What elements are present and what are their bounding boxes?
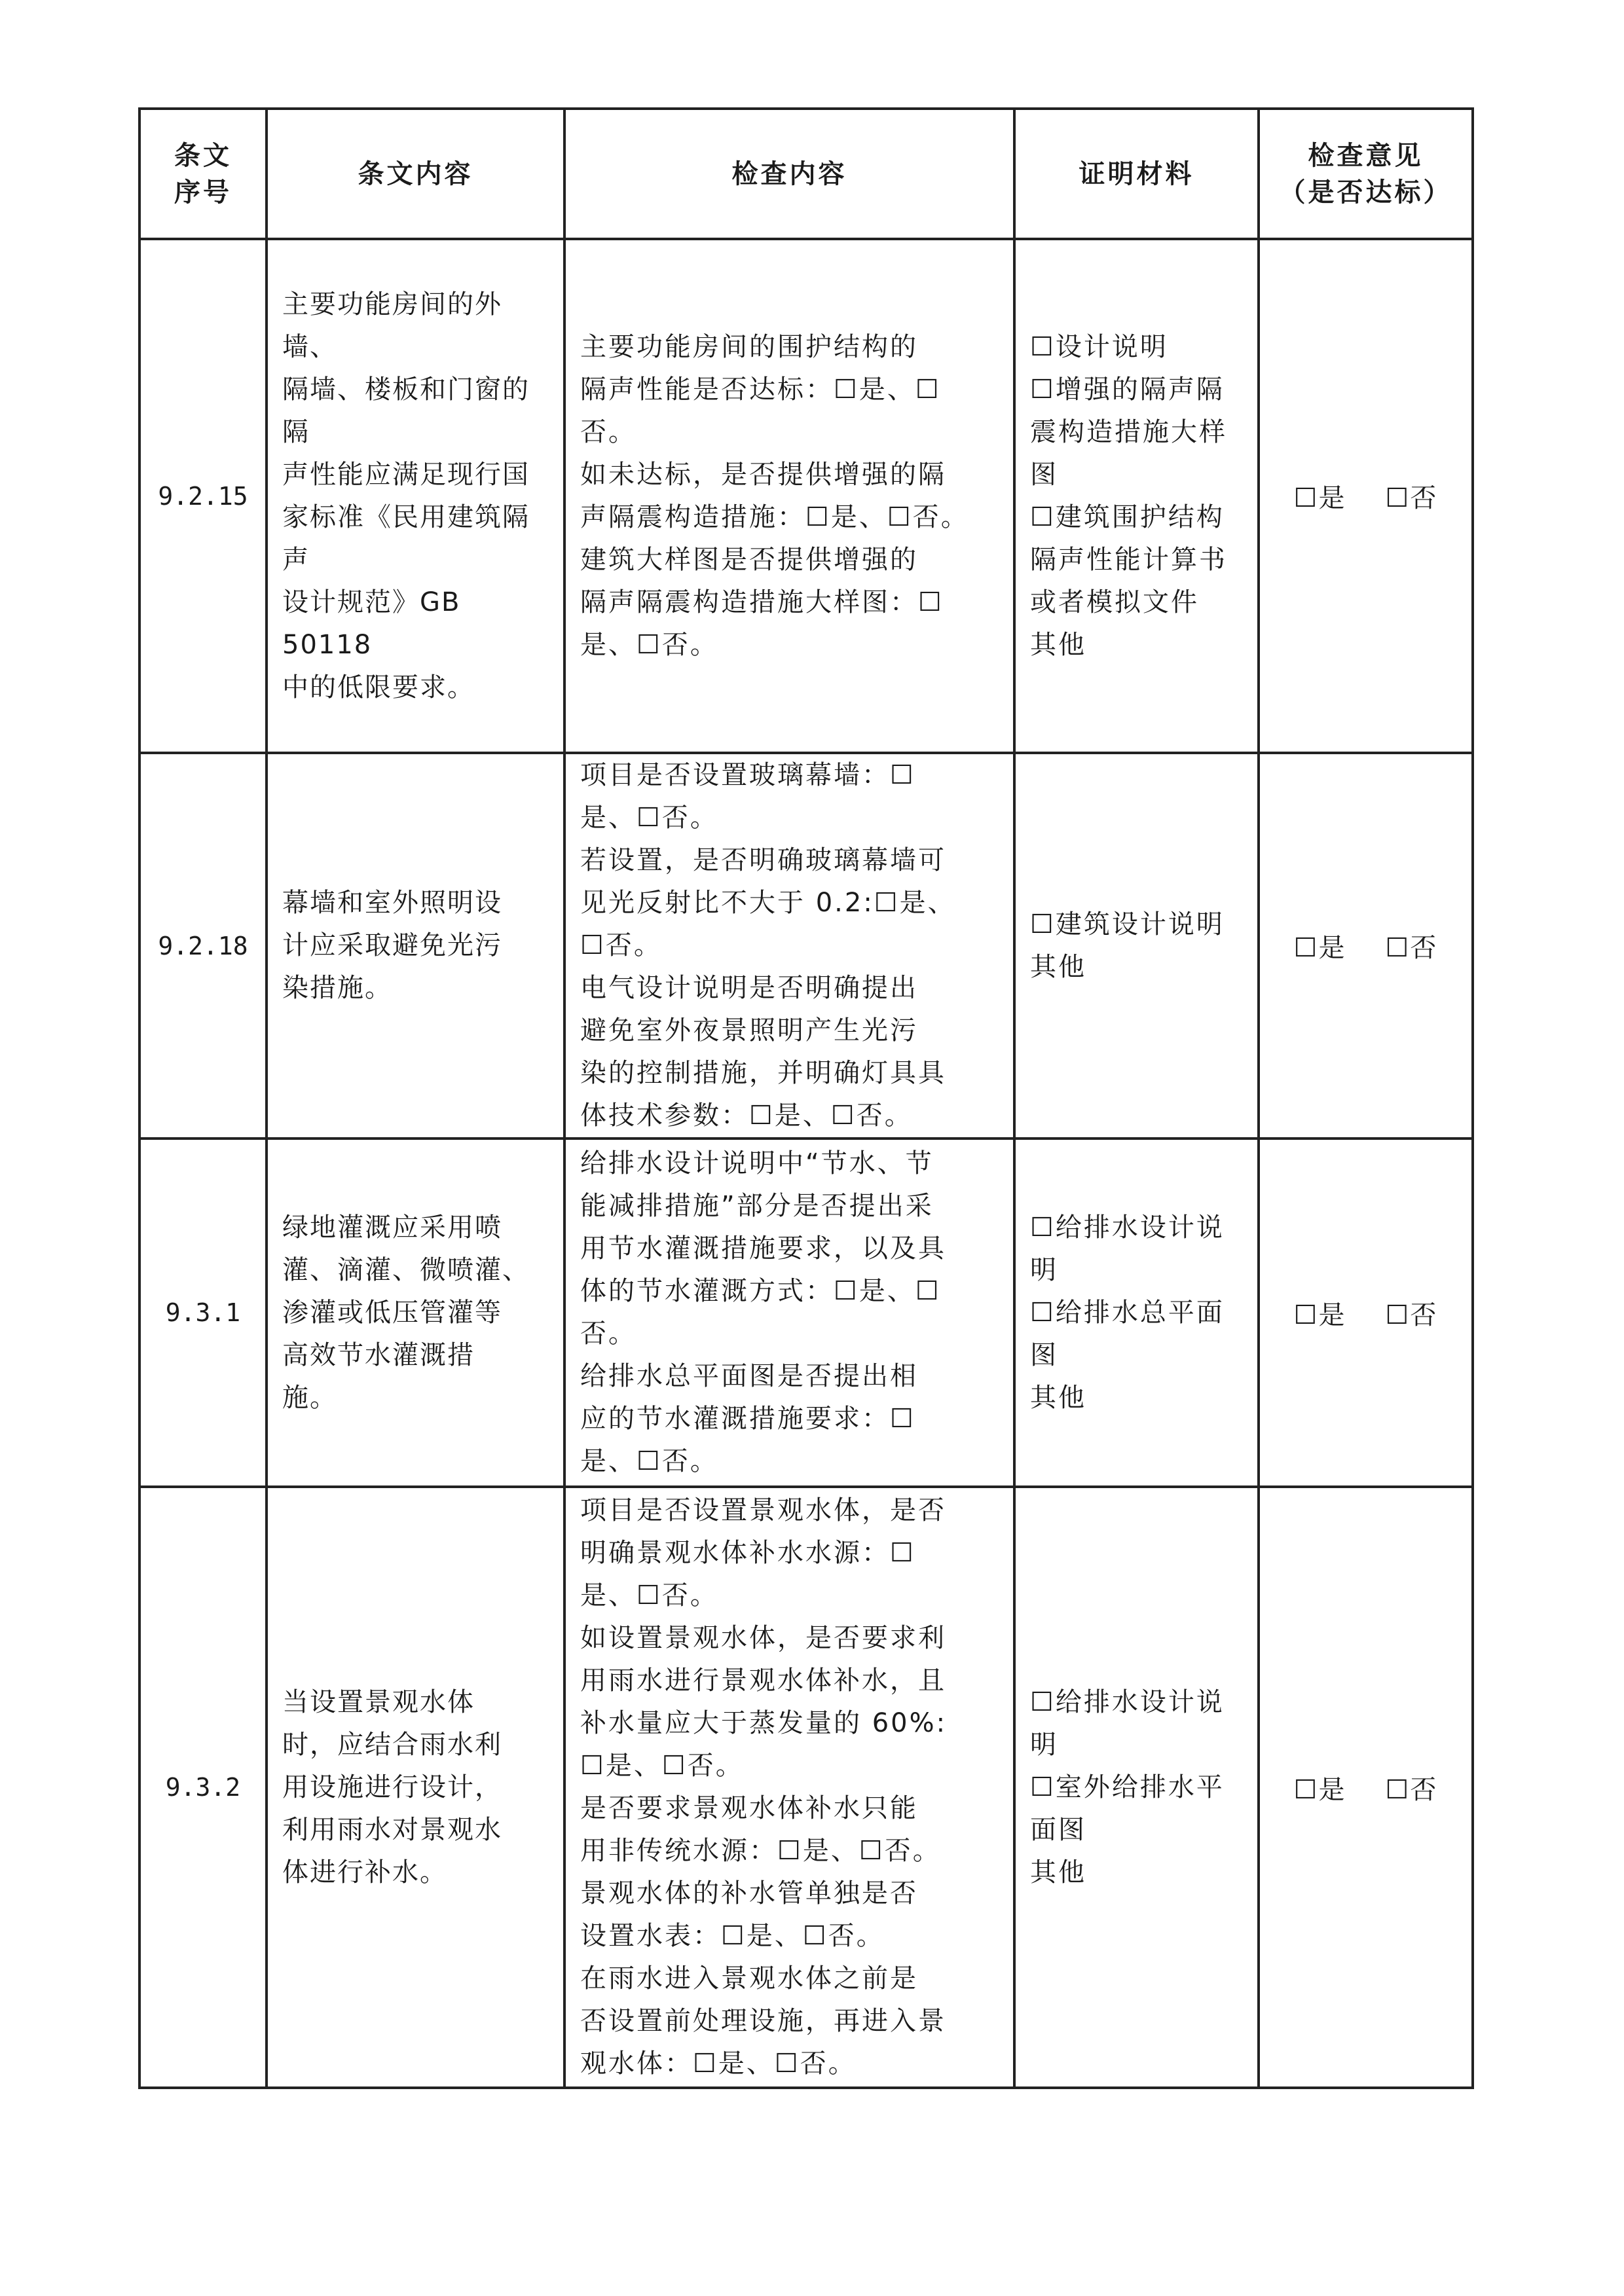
clause-content-text: [268, 283, 563, 709]
check-content-line: 能减排措施”部分是否提出采: [580, 1191, 934, 1221]
clause-content-text: [268, 1681, 563, 1894]
check-content-line: 电气设计说明是否明确提出: [580, 973, 918, 1003]
check-content-line: 若设置，是否明确玻璃幕墙可: [580, 845, 946, 875]
header-opinion-line: （是否达标）: [1279, 177, 1452, 208]
check-content-line: 观水体：☐是、☐否。: [580, 2049, 857, 2079]
check-content-line: 否。: [580, 1319, 637, 1349]
proof-materials: [1014, 239, 1259, 753]
clause-content-line: 家标准《民用建筑隔声: [282, 501, 530, 575]
proof-item-line: 明: [1030, 1254, 1058, 1285]
check-content-line: 应的节水灌溉措施要求：☐: [580, 1404, 915, 1434]
proof-item-text: [1016, 1681, 1257, 1894]
clause-content-line: 声性能应满足现行国: [282, 459, 530, 490]
check-content-line: 补水量应大于蒸发量的 60%:: [580, 1708, 948, 1738]
check-content-line: ☐是、☐否。: [580, 1751, 744, 1781]
check-content-line: 景观水体的补水管单独是否: [580, 1878, 918, 1908]
clause-content-line: 渗灌或低压管灌等: [282, 1297, 502, 1328]
proof-item-line: 隔声性能计算书: [1030, 544, 1227, 575]
proof-materials: [1014, 753, 1259, 1139]
table-row: [139, 239, 1473, 753]
proof-item-line: 其他: [1030, 1857, 1086, 1887]
proof-item-line: 震构造措施大样: [1030, 416, 1227, 447]
proof-item-line: ☐室外给排水平: [1030, 1772, 1225, 1802]
review-opinion: [1259, 1487, 1473, 2088]
proof-item-line: 图: [1030, 1339, 1058, 1370]
proof-item-line: 面图: [1030, 1814, 1086, 1845]
clause-content-line: 高效节水灌溉措: [282, 1339, 475, 1370]
table-row: [139, 1487, 1473, 2088]
clause-content-line: 主要功能房间的外墙、: [282, 289, 502, 362]
proof-item-line: 其他: [1030, 629, 1086, 660]
check-content-line: 用雨水进行景观水体补水，且: [580, 1666, 946, 1696]
header-clause-content: 条文内容: [267, 109, 564, 239]
header-opinion: [1259, 109, 1473, 239]
clause-content-line: 利用雨水对景观水: [282, 1814, 502, 1845]
opinion-no-checkbox[interactable]: ☐否: [1385, 1300, 1438, 1330]
clause-content-line: 时，应结合雨水利: [282, 1729, 502, 1760]
opinion-no-checkbox[interactable]: ☐否: [1385, 1774, 1438, 1805]
opinion-yes-checkbox[interactable]: ☐是: [1293, 483, 1346, 513]
check-content-line: 体的节水灌溉方式：☐是、☐: [580, 1276, 941, 1306]
check-content-line: 体技术参数：☐是、☐否。: [580, 1101, 913, 1131]
check-content-line: 染的控制措施，并明确灯具具: [580, 1058, 946, 1088]
header-row: [139, 109, 1473, 239]
clause-content-line: 幕墙和室外照明设: [282, 888, 502, 918]
opinion-yes-checkbox[interactable]: ☐是: [1293, 933, 1346, 963]
check-content: [564, 239, 1014, 753]
opinion-yes-checkbox[interactable]: ☐是: [1293, 1774, 1346, 1805]
check-content-text: [566, 1142, 1013, 1483]
clause-content-text: [268, 882, 563, 1010]
check-content-line: 是、☐否。: [580, 1446, 718, 1476]
check-content-text: [566, 326, 1013, 666]
proof-item-line: 或者模拟文件: [1030, 587, 1199, 617]
check-content-line: 隔声性能是否达标：☐是、☐: [580, 374, 941, 405]
clause-content: [267, 1139, 564, 1487]
check-content-line: 避免室外夜景照明产生光污: [580, 1015, 918, 1046]
opinion-no-checkbox[interactable]: ☐否: [1385, 483, 1438, 513]
clause-content-line: 灌、滴灌、微喷灌、: [282, 1254, 530, 1285]
clause-content: [267, 239, 564, 753]
review-opinion: [1259, 239, 1473, 753]
check-content-line: 项目是否设置玻璃幕墙：☐: [580, 760, 915, 790]
clause-content-line: 当设置景观水体: [282, 1686, 475, 1717]
check-content-line: 明确景观水体补水水源：☐: [580, 1538, 915, 1568]
header-opinion-line: 检查意见: [1308, 140, 1424, 171]
clause-content-line: 体进行补水。: [282, 1857, 447, 1887]
review-table: [138, 107, 1474, 2089]
check-content-line: 如未达标，是否提供增强的隔: [580, 459, 946, 490]
check-content-text: [566, 754, 1013, 1137]
proof-item-text: [1016, 1207, 1257, 1419]
check-content-line: 是、☐否。: [580, 803, 718, 833]
check-content-line: 项目是否设置景观水体，是否: [580, 1495, 946, 1525]
clause-number: 9.2.18: [139, 753, 267, 1139]
check-content-line: ☐否。: [580, 930, 662, 960]
check-content-line: 给排水设计说明中“节水、节: [580, 1148, 934, 1178]
clause-content-line: 用设施进行设计，: [282, 1772, 502, 1802]
proof-item-line: 其他: [1030, 951, 1086, 982]
check-content-line: 否设置前处理设施，再进入景: [580, 2006, 946, 2036]
check-content-text: [566, 1489, 1013, 2085]
check-content-line: 声隔震构造措施：☐是、☐否。: [580, 501, 969, 532]
check-content-line: 在雨水进入景观水体之前是: [580, 1963, 918, 1994]
check-content-line: 建筑大样图是否提供增强的: [580, 544, 918, 575]
header-check-content: 检查内容: [564, 109, 1014, 239]
proof-item-line: ☐建筑围护结构: [1030, 501, 1225, 532]
table-row: [139, 753, 1473, 1139]
check-content-line: 如设置景观水体，是否要求利: [580, 1623, 946, 1653]
proof-item-line: ☐设计说明: [1030, 331, 1168, 362]
clause-number: 9.3.2: [139, 1487, 267, 2088]
clause-content: [267, 753, 564, 1139]
clause-content: [267, 1487, 564, 2088]
check-content-line: 用非传统水源：☐是、☐否。: [580, 1836, 941, 1866]
check-content-line: 是、☐否。: [580, 1580, 718, 1611]
clause-number: 9.2.15: [139, 239, 267, 753]
check-content-line: 否。: [580, 416, 637, 447]
table-row: [139, 1139, 1473, 1487]
header-proof: 证明材料: [1014, 109, 1259, 239]
header-clause-no: [139, 109, 267, 239]
check-content: [564, 1139, 1014, 1487]
proof-item-line: 明: [1030, 1729, 1058, 1760]
clause-content-line: 施。: [282, 1382, 337, 1413]
proof-item-line: ☐增强的隔声隔: [1030, 374, 1225, 405]
clause-content-line: 隔墙、楼板和门窗的隔: [282, 374, 530, 447]
clause-number: 9.3.1: [139, 1139, 267, 1487]
clause-content-line: 绿地灌溉应采用喷: [282, 1212, 502, 1243]
check-content-line: 给排水总平面图是否提出相: [580, 1361, 918, 1391]
clause-content-line: 设计规范》GB 50118: [282, 587, 461, 660]
check-content-line: 主要功能房间的围护结构的: [580, 331, 918, 362]
proof-item-line: ☐给排水设计说: [1030, 1212, 1225, 1243]
check-content-line: 用节水灌溉措施要求，以及具: [580, 1233, 946, 1264]
header-clause-no-line: 条文: [174, 140, 232, 171]
check-content-line: 见光反射比不大于 0.2:☐是、: [580, 888, 956, 918]
review-opinion: [1259, 753, 1473, 1139]
clause-content-line: 中的低限要求。: [282, 672, 475, 702]
proof-item-line: ☐建筑设计说明: [1030, 909, 1225, 939]
proof-item-line: 图: [1030, 459, 1058, 490]
check-content-line: 是、☐否。: [580, 629, 718, 660]
proof-materials: [1014, 1487, 1259, 2088]
proof-item-text: [1016, 326, 1257, 666]
review-opinion: [1259, 1139, 1473, 1487]
proof-materials: [1014, 1139, 1259, 1487]
proof-item-line: ☐给排水总平面: [1030, 1297, 1225, 1328]
clause-content-line: 计应采取避免光污: [282, 930, 502, 960]
check-content-line: 隔声隔震构造措施大样图：☐: [580, 587, 944, 617]
check-content: [564, 753, 1014, 1139]
check-content: [564, 1487, 1014, 2088]
proof-item-text: [1016, 903, 1257, 989]
opinion-no-checkbox[interactable]: ☐否: [1385, 933, 1438, 963]
proof-item-line: ☐给排水设计说: [1030, 1686, 1225, 1717]
clause-content-text: [268, 1207, 563, 1419]
check-content-line: 是否要求景观水体补水只能: [580, 1793, 918, 1823]
clause-content-line: 染措施。: [282, 973, 392, 1003]
header-clause-no-line: 序号: [174, 177, 232, 208]
opinion-yes-checkbox[interactable]: ☐是: [1293, 1300, 1346, 1330]
proof-item-line: 其他: [1030, 1382, 1086, 1413]
check-content-line: 设置水表：☐是、☐否。: [580, 1921, 885, 1951]
